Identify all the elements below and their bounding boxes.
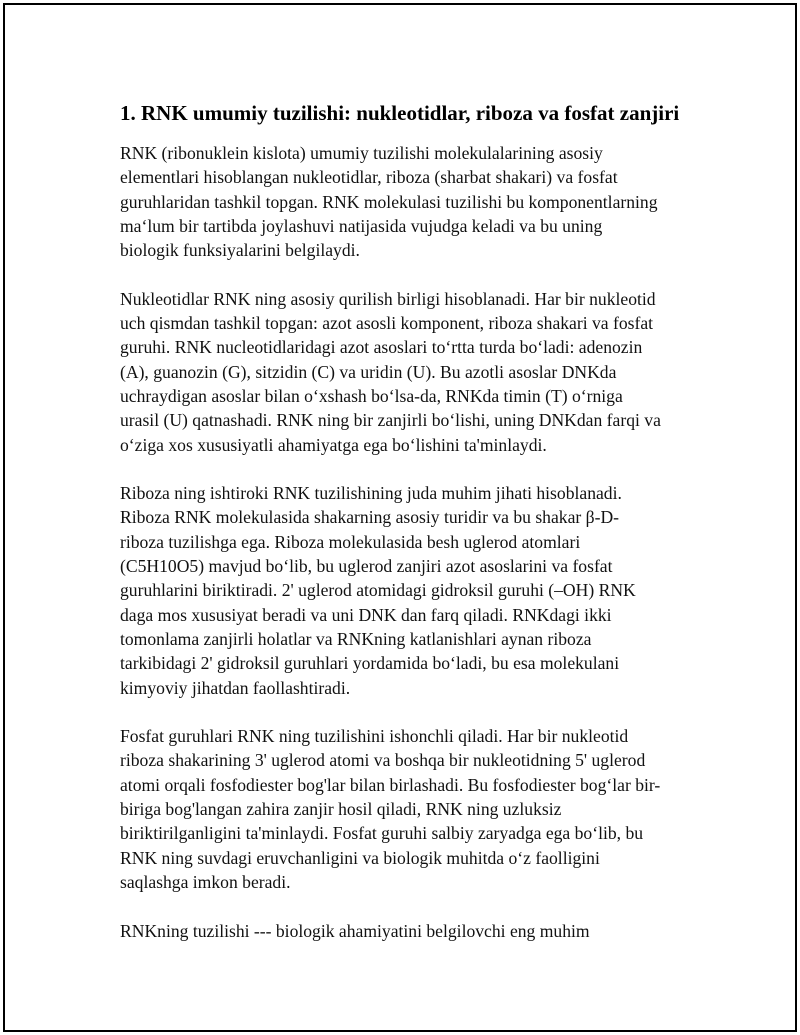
paragraph-line: ma‘lum bir tartibda joylashuvi natijasida vujudga keladi va bu uning: [120, 215, 603, 236]
paragraph-line: o‘ziga xos xususiyatli ahamiyatga ega bo‘lishini ta'minlaydi.: [120, 434, 547, 455]
paragraph-line: guruhlaridan tashkil topgan. RNK molekulasi tuzilishi bu komponentlarning: [120, 191, 658, 212]
paragraph-line: urasil (U) qatnashadi. RNK ning bir zanjirli bo‘lishi, uning DNKdan farqi va: [120, 410, 661, 431]
section-heading: 1. RNK umumiy tuzilishi: nukleotidlar, riboza va fosfat zanjiri: [120, 101, 680, 125]
paragraph-line: biriga bog'langan zahira zanjir hosil qiladi, RNK ning uzluksiz: [120, 799, 562, 820]
paragraph-line: tomonlama zanjirli holatlar va RNKning katlanishlari aynan riboza: [120, 628, 592, 649]
paragraph-line: Fosfat guruhlari RNK ning tuzilishini ishonchli qiladi. Har bir nukleotid: [120, 726, 629, 747]
paragraph-line: guruhi. RNK nucleotidlaridagi azot asoslari to‘rtta turda bo‘ladi: adenozin: [120, 337, 643, 358]
paragraph-line: (C5H10O5) mavjud bo‘lib, bu uglerod zanjiri azot asoslarini va fosfat: [120, 556, 613, 577]
document-page: [3, 3, 797, 1032]
paragraph-line: tarkibidagi 2' gidroksil guruhlari yordamida bo‘ladi, bu esa molekulani: [120, 653, 620, 674]
paragraph-line: saqlashga imkon beradi.: [120, 871, 291, 892]
paragraph-line: Riboza RNK molekulasida shakarning asosiy turidir va bu shakar β-D-: [120, 507, 620, 528]
paragraph-line: atomi orqali fosfodiester bog'lar bilan birlashadi. Bu fosfodiester bog‘lar bir-: [120, 774, 661, 795]
paragraph-line: (A), guanozin (G), sitzidin (C) va uridin (U). Bu azotli asoslar DNKda: [120, 361, 617, 382]
paragraph: [120, 141, 695, 262]
paragraph-line: daga mos xususiyat beradi va uni DNK dan farq qiladi. RNKdagi ikki: [120, 604, 612, 625]
paragraph-line: riboza shakarining 3' uglerod atomi va boshqa bir nukleotidning 5' uglerod: [120, 750, 646, 771]
paragraph-line: guruhlarini biriktiradi. 2' uglerod atomidagi gidroksil guruhi (–OH) RNK: [120, 580, 636, 601]
paragraph-line: kimyoviy jihatdan faollashtiradi.: [120, 677, 351, 698]
paragraph-line: uchraydigan asoslar bilan o‘xshash bo‘lsa-da, RNKda timin (T) o‘rniga: [120, 385, 623, 406]
paragraph: [120, 724, 695, 894]
paragraph-line: RNKning tuzilishi --- biologik ahamiyatini belgilovchi eng muhim: [120, 920, 590, 941]
paragraph: [120, 919, 695, 943]
paragraph-line: riboza tuzilishga ega. Riboza molekulasida besh uglerod atomlari: [120, 531, 581, 552]
paragraph-line: uch qismdan tashkil topgan: azot asosli komponent, riboza shakari va fosfat: [120, 313, 654, 334]
paragraph-container: [120, 141, 695, 943]
paragraph-line: biologik funksiyalarini belgilaydi.: [120, 240, 360, 261]
paragraph-line: RNK ning suvdagi eruvchanligini va biologik muhitda o‘z faolligini: [120, 847, 600, 868]
paragraph-line: Riboza ning ishtiroki RNK tuzilishining juda muhim jihati hisoblanadi.: [120, 483, 622, 504]
paragraph-line: RNK (ribonuklein kislota) umumiy tuzilishi molekulalarining asosiy: [120, 143, 603, 163]
paragraph: [120, 287, 695, 457]
paragraph-line: elementlari hisoblangan nukleotidlar, riboza (sharbat shakari) va fosfat: [120, 167, 618, 188]
paragraph-line: biriktirilganligini ta'minlaydi. Fosfat guruhi salbiy zaryadga ega bo‘lib, bu: [120, 823, 644, 844]
document-content: [120, 99, 695, 967]
paragraph: [120, 481, 695, 700]
paragraph-line: Nukleotidlar RNK ning asosiy qurilish birligi hisoblanadi. Har bir nukleotid: [120, 288, 656, 309]
